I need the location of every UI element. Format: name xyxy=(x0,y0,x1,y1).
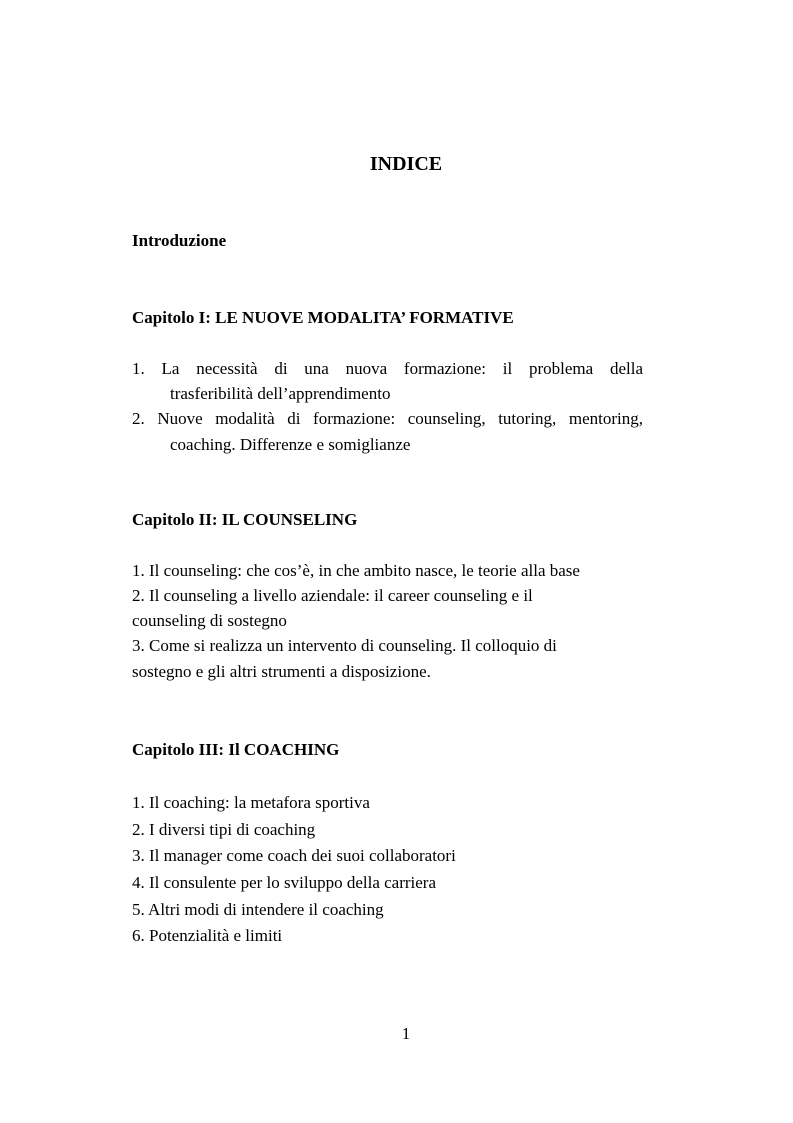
chapter-1-item-2-line-1: 2. Nuove modalità di formazione: counseling, tutoring, mentoring, xyxy=(132,409,643,428)
chapter-1-heading: Capitolo I: LE NUOVE MODALITA’ FORMATIVE xyxy=(132,308,514,327)
chapter-3-item-1: 1. Il coaching: la metafora sportiva xyxy=(132,793,370,812)
chapter-1-item-1-line-2: trasferibilità dell’apprendimento xyxy=(170,384,391,403)
chapter-2-item-2-line-1: 2. Il counseling a livello aziendale: il career counseling e il xyxy=(132,586,533,605)
chapter-2-item-1: 1. Il counseling: che cos’è, in che ambito nasce, le teorie alla base xyxy=(132,561,580,580)
chapter-3-item-6: 6. Potenzialità e limiti xyxy=(132,926,283,945)
chapter-3-heading: Capitolo III: Il COACHING xyxy=(132,740,340,759)
chapter-3-item-5: 5. Altri modi di intendere il coaching xyxy=(132,900,384,919)
chapter-3-item-3: 3. Il manager come coach dei suoi collaboratori xyxy=(132,846,456,865)
chapter-1-item-1-line-1: 1. La necessità di una nuova formazione: il problema della xyxy=(132,359,643,378)
page-title: INDICE xyxy=(369,153,443,175)
chapter-1-item-2-line-2: coaching. Differenze e somiglianze xyxy=(170,435,411,454)
chapter-3-item-4: 4. Il consulente per lo sviluppo della carriera xyxy=(132,873,436,892)
chapter-2-item-3-line-1: 3. Come si realizza un intervento di counseling. Il colloquio di xyxy=(132,636,557,655)
chapter-2-heading: Capitolo II: IL COUNSELING xyxy=(132,510,358,529)
chapter-2-item-3-line-2: sostegno e gli altri strumenti a disposizione. xyxy=(132,662,431,681)
chapter-2-item-2-line-2: counseling di sostegno xyxy=(132,611,287,630)
introduction-heading: Introduzione xyxy=(132,231,227,250)
page-number: 1 xyxy=(401,1024,411,1043)
chapter-3-item-2: 2. I diversi tipi di coaching xyxy=(132,820,316,839)
